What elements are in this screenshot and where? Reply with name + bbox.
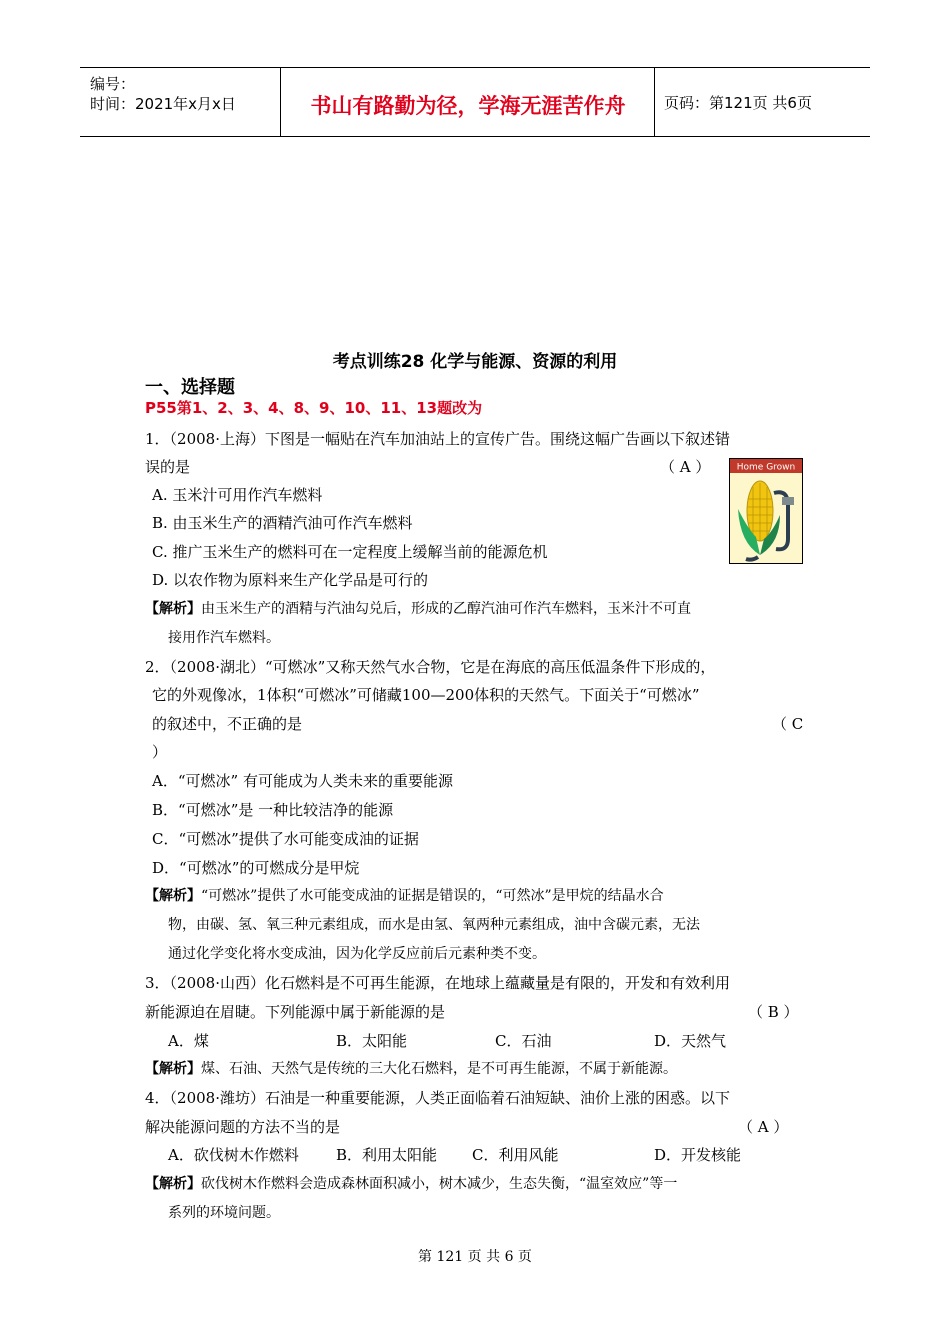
q3-stem-line2: 新能源迫在眉睫。下列能源中属于新能源的是: [145, 1003, 446, 1021]
red-note: P55第1、2、3、4、8、9、10、11、13题改为: [145, 399, 483, 417]
q1-option-b: B. 由玉米生产的酒精汽油可作汽车燃料: [152, 514, 413, 532]
header-left-cell: [80, 68, 281, 136]
q3-option-a: A．煤: [168, 1032, 209, 1050]
q1-option-c: C. 推广玉米生产的燃料可在一定程度上缓解当前的能源危机: [152, 543, 548, 561]
q2-answer-close: ）: [152, 743, 168, 761]
q3-option-b: B．太阳能: [336, 1032, 408, 1050]
q3-option-d: D．天然气: [654, 1032, 727, 1050]
q2-analysis-line2: 物，由碳、氢、氧三种元素组成，而水是由氢、氧两种元素组成，油中含碳元素，无法: [168, 917, 700, 933]
q1-stem-line1: 1．（2008·上海）下图是一幅贴在汽车加油站上的宣传广告。围绕这幅广告画以下叙述错: [145, 430, 730, 448]
q3-stem-line1: 3．（2008·山西）化石燃料是不可再生能源，在地球上蕴藏量是有限的，开发和有效利用: [145, 974, 730, 992]
analysis-label: 【解析】: [145, 601, 201, 617]
q1-analysis-line2: 接用作汽车燃料。: [168, 630, 280, 646]
corn-pump-icon: [730, 459, 802, 563]
q4-option-a: A．砍伐树木作燃料: [168, 1146, 299, 1164]
q4-analysis-line2: 系列的环境问题。: [168, 1205, 280, 1221]
corn-fuel-ad-image: [729, 458, 803, 564]
q3-answer: （ B ）: [748, 1003, 799, 1021]
page-header: [80, 67, 870, 137]
header-center-cell: [282, 68, 655, 136]
q3-option-c: C．石油: [495, 1032, 552, 1050]
q1-stem-line2: 误的是: [145, 458, 191, 476]
date-label: 时间：2021年x月x日: [90, 95, 236, 113]
q2-analysis-line1: 【解析】“可燃冰”提供了水可能变成油的证据是错误的，“可然冰”是甲烷的结晶水合: [145, 888, 664, 904]
q2-stem-line1: 2．（2008·湖北）“可燃冰”又称天然气水合物，它是在海底的高压低温条件下形成的，: [145, 658, 716, 676]
q4-stem-line1: 4．（2008·潍坊）石油是一种重要能源，人类正面临着石油短缺、油价上涨的困惑。以下: [145, 1089, 730, 1107]
q2-option-b: B．“可燃冰”是 一种比较洁净的能源: [152, 801, 394, 819]
q1-option-d: D. 以农作物为原料来生产化学品是可行的: [152, 571, 429, 589]
q4-option-c: C．利用风能: [472, 1146, 559, 1164]
q4-option-b: B．利用太阳能: [336, 1146, 438, 1164]
q2-option-a: A．“可燃冰” 有可能成为人类未来的重要能源: [152, 772, 453, 790]
q3-analysis-line1: 【解析】煤、石油、天然气是传统的三大化石燃料，是不可再生能源，不属于新能源。: [145, 1061, 677, 1077]
motto: 书山有路勤为径，学海无涯苦作舟: [310, 94, 626, 118]
analysis-label: 【解析】: [145, 1061, 201, 1077]
q4-analysis-line1: 【解析】砍伐树木作燃料会造成森林面积减小，树木减少，生态失衡，“温室效应”等一: [145, 1176, 678, 1192]
analysis-label: 【解析】: [145, 1176, 201, 1192]
q4-option-d: D．开发核能: [654, 1146, 742, 1164]
page-footer: 第 121 页 共 6 页: [418, 1249, 532, 1265]
q2-stem-line3: 的叙述中，不正确的是: [152, 715, 303, 733]
q1-analysis-line1: 【解析】由玉米生产的酒精与汽油勾兑后，形成的乙醇汽油可作汽车燃料，玉米汁不可直: [145, 601, 691, 617]
home-grown-text: Home Grown: [736, 462, 796, 473]
q4-stem-line2: 解决能源问题的方法不当的是: [145, 1118, 341, 1136]
page-info: 页码：第121页 共6页: [664, 94, 812, 112]
analysis-label: 【解析】: [145, 888, 201, 904]
q1-answer: （ A ）: [660, 458, 711, 476]
q2-answer: （ C: [772, 715, 804, 733]
q4-answer: （ A ）: [738, 1118, 789, 1136]
q2-option-d: D．“可燃冰”的可燃成分是甲烷: [152, 859, 360, 877]
section-heading: 一、选择题: [145, 377, 235, 398]
q2-analysis-line3: 通过化学变化将水变成油，因为化学反应前后元素种类不变。: [168, 946, 546, 962]
page-title: 考点训练28 化学与能源、资源的利用: [332, 352, 618, 372]
q2-option-c: C．“可燃冰”提供了水可能变成油的证据: [152, 830, 419, 848]
number-label: 编号：: [90, 75, 136, 93]
q1-option-a: A. 玉米汁可用作汽车燃料: [152, 486, 323, 504]
q2-stem-line2: 它的外观像冰，1体积“可燃冰”可储藏100—200体积的天然气。下面关于“可燃冰”: [152, 686, 700, 704]
